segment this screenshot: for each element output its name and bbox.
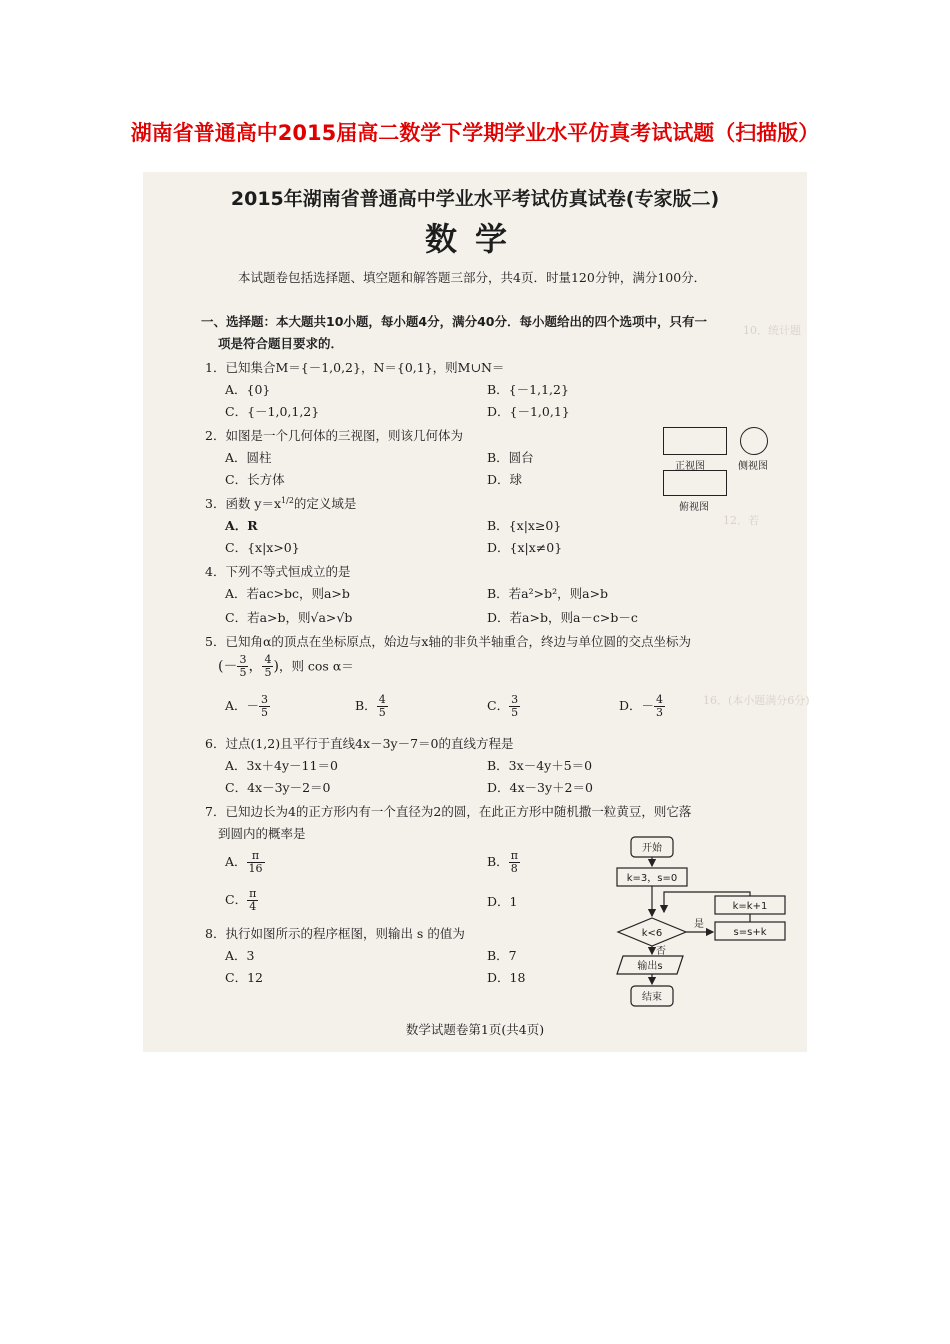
flow-update-s-text: s=s+k (733, 927, 767, 938)
q6-option-c: C．4x－3y－2＝0 (225, 780, 331, 795)
q3-text-post: 的定义域是 (293, 496, 357, 511)
section-heading-cont: 项是符合题目要求的． (218, 336, 344, 351)
q2-option-a: A．圆柱 (225, 450, 272, 465)
q5-frac-2: $\frac{4}{5}$ (264, 653, 272, 679)
q3-option-c: C．{x|x>0} (225, 540, 300, 555)
q4-option-d: D．若a>b，则a－c>b－c (487, 610, 638, 625)
flow-start-text: 开始 (642, 843, 662, 854)
question-8: 8．执行如图所示的程序框图，则输出 s 的值为 (205, 926, 465, 941)
q5-frac-1: $\frac{3}{5}$ (239, 653, 247, 679)
q3-option-a: A．R (225, 518, 258, 533)
front-view-label: 正视图 (675, 461, 705, 472)
q7-option-a: A． $\frac{\pi}{16}$ (225, 849, 263, 875)
q5-option-b: B． $\frac{4}{5}$ (355, 693, 386, 719)
q4-option-c: C．若a>b，则√a>√b (225, 610, 353, 625)
q8-option-c: C．12 (225, 970, 263, 985)
q2-option-d: D．球 (487, 472, 523, 487)
side-view-label: 侧视图 (738, 461, 768, 472)
question-2: 2．如图是一个几何体的三视图，则该几何体为 (205, 428, 463, 443)
scanned-exam-page: 10．统计题 12．若 16．(本小题满分6分) 2015年湖南省普通高中学业水平考试仿真试卷(专家版二) 数学 本试题卷包括选择题、填空题和解答题三部分，共4页．时量120分钟，满分100分． 一、选择题：本大题共10小题，每小题4分，满分40分．每小题给出的四个选项中，只有一 项是符合题目要求的． 1．已知集合M＝{－1,0,2}，N＝{0,1}，则M∪N＝ A．{0} B．{－1,1,2} C．{－1,0,1,2} D．{－1,0,1} 2．如图是一个几何体的三视图，则该几何体为 A．圆柱 B．圆台 C．长方体 D．球 正视图 侧视图 俯视图 3．函数 $y=x^{1/2}$的定义域是 A．R B．{x|x≥0} C．{x|x>0} D．{x|x≠0} 4．下列不等式恒成立的是 A．若ac>bc，则a>b B．若a²>b²，则a>b C．若a>b，则√a>√b D．若a>b，则a－c>b－c 5．已知角α的顶点在坐标原点，始边与x轴的非负半轴重合，终边与单位圆的交点坐标为 (－ $\frac{3}{5}$ ， $\frac{4}{5}$ )，则 cos α＝ A．－ $\frac{3}{5}$ B． $\frac{4}{5}$ C． $\frac{3}{5}$ D．－ $\frac{4}{3}$ 6．过点(1,2)且平行于直线4x－3y－7＝0的直线方程是 A．3x＋4y－11＝0 B．3x－4y＋5＝0 C．4x－3y－2＝0 D．4x－3y＋2＝0 7．已知边长为4的正方形内有一个直径为2的圆，在此正方形中随机撒一粒黄豆，则它落 到圆内的概率是 A． $\frac{\pi}{16}$ B． $\frac{\pi}{8}$ C． $\frac{\pi}{4}$ D．1 8．执行如图所示的程序框图，则输出 s 的值为 A．3 B．7 C．12 D．18 开始 k=3，s=0 k=k+1 k<6 s=s+k 是 否 输出s 结束 数学试题卷第1页(共4页) (143, 172, 807, 1052)
flow-init-text: k=3，s=0 (626, 873, 678, 884)
q6-option-b: B．3x－4y＋5＝0 (487, 758, 593, 773)
section-heading: 一、选择题：本大题共10小题，每小题4分，满分40分．每小题给出的四个选项中，只有一 (201, 314, 707, 329)
question-7: 7．已知边长为4的正方形内有一个直径为2的圆，在此正方形中随机撒一粒黄豆，则它落 (205, 804, 692, 819)
flow-end-text: 结束 (642, 992, 662, 1003)
q4-option-a: A．若ac>bc，则a>b (225, 586, 350, 601)
q6-option-a: A．3x＋4y－11＝0 (225, 758, 338, 773)
q5-option-d: D．－ $\frac{4}{3}$ (619, 693, 664, 719)
flow-yes-text: 是 (694, 919, 704, 930)
flow-update-k-text: k=k+1 (732, 901, 768, 912)
q3-option-d: D．{x|x≠0} (487, 540, 563, 555)
q8-option-d: D．18 (487, 970, 526, 985)
q7-option-d: D．1 (487, 894, 518, 909)
top-view-label: 俯视图 (679, 502, 709, 513)
q6-option-d: D．4x－3y＋2＝0 (487, 780, 593, 795)
q3-exponent: 1/2 (281, 495, 294, 505)
page-footer: 数学试题卷第1页(共4页) (405, 1022, 545, 1037)
exam-subject: 数学 (424, 220, 525, 258)
question-7-cont: 到圆内的概率是 (218, 826, 306, 841)
q8-option-b: B．7 (487, 948, 517, 963)
flow-cond-text: k<6 (641, 928, 663, 939)
q5-option-a: A．－ $\frac{3}{5}$ (225, 693, 269, 719)
q5-point: (－ $\frac{3}{5}$ ， $\frac{4}{5}$ )，则 cos α＝ (218, 653, 354, 679)
q5-option-c: C． $\frac{3}{5}$ (487, 693, 519, 719)
flow-output-text: 输出s (637, 961, 663, 972)
question-6: 6．过点(1,2)且平行于直线4x－3y－7＝0的直线方程是 (205, 736, 514, 751)
q3-text-pre: 3．函数 y＝x (205, 496, 282, 511)
q2-option-b: B．圆台 (487, 450, 534, 465)
q1-option-d: D．{－1,0,1} (487, 404, 570, 419)
q7-option-b: B． $\frac{\pi}{8}$ (487, 849, 518, 875)
q4-option-b: B．若a²>b²，则a>b (487, 586, 609, 601)
exam-title: 2015年湖南省普通高中学业水平考试仿真试卷(专家版二) (230, 188, 720, 210)
q1-option-c: C．{－1,0,1,2} (225, 404, 320, 419)
q2-option-c: C．长方体 (225, 472, 285, 487)
exam-notice: 本试题卷包括选择题、填空题和解答题三部分，共4页．时量120分钟，满分100分． (238, 270, 707, 285)
question-4: 4．下列不等式恒成立的是 (205, 564, 351, 579)
q1-option-b: B．{－1,1,2} (487, 382, 569, 397)
document-title: 湖南省普通高中2015届高二数学下学期学业水平仿真考试试题（扫描版） (130, 121, 820, 145)
q3-option-b: B．{x|x≥0} (487, 518, 562, 533)
question-1: 1．已知集合M＝{－1,0,2}，N＝{0,1}，则M∪N＝ (205, 360, 505, 375)
q1-option-a: A．{0} (225, 382, 271, 397)
flowchart (143, 172, 807, 1052)
q7-option-c: C． $\frac{\pi}{4}$ (225, 887, 257, 913)
flow-no-text: 否 (656, 946, 666, 957)
q8-option-a: A．3 (225, 948, 255, 963)
question-5: 5．已知角α的顶点在坐标原点，始边与x轴的非负半轴重合，终边与单位圆的交点坐标为 (205, 634, 691, 649)
